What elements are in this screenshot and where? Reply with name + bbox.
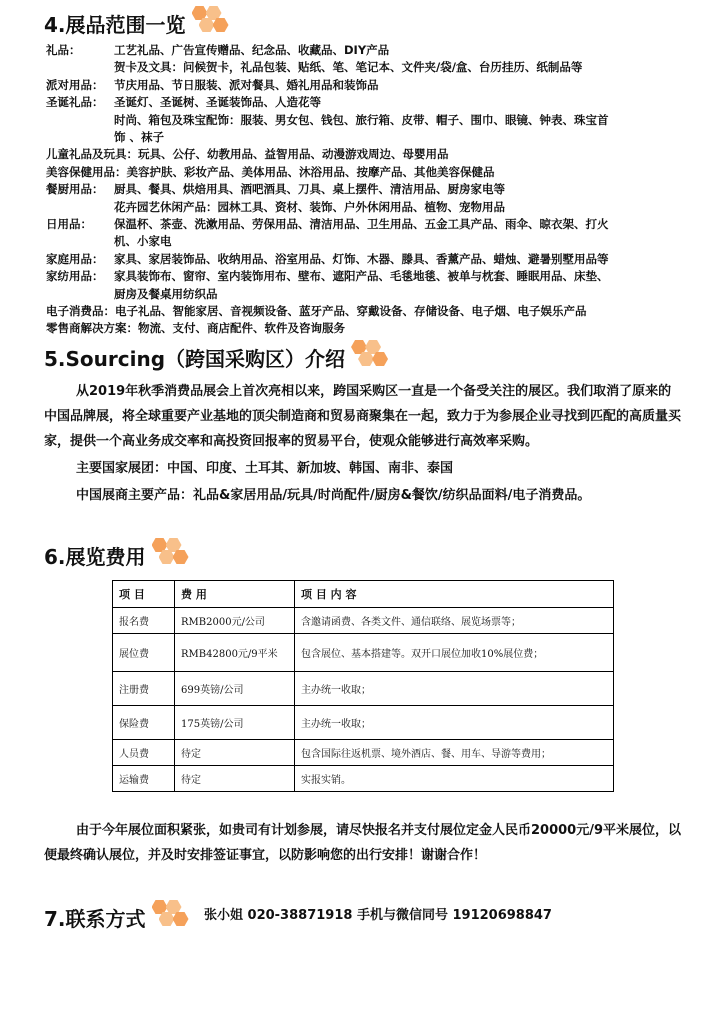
header-fee: 费 用 [175, 581, 295, 608]
category-items: 工艺礼品、广告宣传赠品、纪念品、收藏品、DIY产品 [114, 43, 390, 57]
list-item: 厨房及餐桌用纺织品 [114, 286, 218, 301]
category-label: 零售商解决方案： [46, 321, 138, 336]
table-row [113, 706, 614, 740]
category-items: 家具装饰布、窗帘、室内装饰用布、壁布、遮阳产品、毛毯地毯、被单与枕套、睡眠用品、床垫、 [114, 269, 609, 284]
table-row [113, 766, 614, 792]
category-label: 儿童礼品及玩具： [46, 147, 138, 162]
category-label: 圣诞礼品： [46, 95, 104, 110]
section6-title: 6.展览费用 [44, 544, 146, 569]
table-row [113, 740, 614, 766]
fee-amount-cell: RMB2000元/公司 [175, 608, 295, 634]
list-item [46, 303, 587, 319]
list-item [46, 42, 389, 58]
list-item [46, 268, 609, 284]
category-label: 日用品： [46, 217, 92, 231]
fee-item-cell: 报名费 [113, 608, 175, 634]
category-label: 美容保健用品： [46, 164, 127, 179]
fee-item-cell: 展位费 [113, 634, 175, 672]
fee-content-cell: 包含国际往返机票、境外酒店、餐、用车、导游等费用； [295, 740, 614, 766]
table-header-row [113, 581, 614, 608]
category-items: 节庆用品、节日服装、派对餐具、婚礼用品和装饰品 [114, 77, 379, 92]
category-items: 家具、家居装饰品、收纳用品、浴室用品、灯饰、木器、滕具、香薰产品、蜡烛、避暑别墅用品等 [114, 251, 609, 266]
hexagon-decoration-icon [351, 340, 395, 374]
fee-amount-cell: RMB42800元/9平米 [175, 634, 295, 672]
table-row [113, 608, 614, 634]
category-items: 保温杯、茶壶、洗漱用品、劳保用品、清洁用品、卫生用品、五金工具产品、雨伞、晾衣架、打火 [114, 217, 609, 231]
sourcing-paragraph: 从2019年秋季消费品展会上首次亮相以来，跨国采购区一直是一个备受关注的展区。我们取消了原来的中国品牌展，将全球重要产业基地的顶尖制造商和贸易商聚集在一起，致力于为参展企业寻找到匹配的高质量买家，提供一个高业务成交率和高投资回报率的贸易平台，使观众能够进行高效率采购。 [44, 384, 682, 449]
category-label: 家纺用品： [46, 269, 104, 284]
list-item [46, 216, 609, 232]
category-items: 圣诞灯、圣诞树、圣诞装饰品、人造花等 [114, 95, 321, 110]
section4-title: 4.展品范围一览 [44, 12, 186, 37]
fee-item-cell: 运输费 [113, 766, 175, 792]
list-item [46, 94, 321, 110]
category-label: 派对用品： [46, 77, 104, 92]
list-item: 时尚、箱包及珠宝配饰：服装、男女包、钱包、旅行箱、皮带、帽子、围巾、眼镜、钟表、珠宝首 [114, 112, 609, 127]
category-label: 礼品： [46, 43, 81, 57]
hexagon-decoration-icon [152, 900, 196, 934]
fee-content-cell: 含邀请函费、各类文件、通信联络、展览场票等； [295, 608, 614, 634]
list-item [46, 146, 449, 162]
china-products: 中国展商主要产品：礼品&家居用品/玩具/时尚配件/厨房&餐饮/纺织品面料/电子消费品。 [76, 488, 591, 503]
list-item [46, 251, 609, 267]
category-label: 餐厨用品： [46, 182, 104, 197]
fee-amount-cell: 175英镑/公司 [175, 706, 295, 740]
hexagon-decoration-icon [192, 6, 236, 40]
category-items: 电子礼品、智能家居、音视频设备、蓝牙产品、穿戴设备、存储设备、电子烟、电子娱乐产品 [115, 304, 587, 318]
section7-title: 7.联系方式 [44, 906, 146, 931]
section6-heading [44, 538, 196, 572]
section7-heading [44, 900, 196, 934]
fee-amount-cell: 待定 [175, 740, 295, 766]
list-item: 花卉园艺休闲产品：园林工具、资材、装饰、户外休闲用品、植物、宠物用品 [114, 199, 505, 214]
list-item [46, 320, 345, 336]
section5-heading [44, 340, 395, 374]
category-label: 家庭用品： [46, 251, 104, 266]
header-item: 项 目 [113, 581, 175, 608]
booking-note: 由于今年展位面积紧张，如贵司有计划参展，请尽快报名并支付展位定金人民币20000元/9平米展位，以便最终确认展位，并及时安排签证事宜，以防影响您的出行安排！谢谢合作！ [44, 823, 682, 863]
fee-content-cell: 主办统一收取； [295, 672, 614, 706]
list-item: 机、小家电 [114, 234, 172, 249]
header-content: 项 目 内 容 [295, 581, 614, 608]
fee-item-cell: 人员费 [113, 740, 175, 766]
fee-content-cell: 包含展位、基本搭建等。双开口展位加收10%展位费； [295, 634, 614, 672]
section4-heading [44, 6, 236, 40]
country-groups: 主要国家展团：中国、印度、土耳其、新加坡、韩国、南非、泰国 [76, 461, 454, 476]
fee-content-cell: 实报实销。 [295, 766, 614, 792]
fee-table [112, 580, 614, 792]
fee-amount-cell: 待定 [175, 766, 295, 792]
hexagon-decoration-icon [152, 538, 196, 572]
category-items: 物流、支付、商店配件、软件及咨询服务 [138, 321, 345, 336]
fee-content-cell: 主办统一收取； [295, 706, 614, 740]
contact-info: 张小姐 020-38871918 手机与微信同号 19120698847 [204, 908, 552, 923]
list-item: 饰 、袜子 [114, 130, 165, 144]
category-items: 美容护肤、彩妆产品、美体用品、沐浴用品、按摩产品、其他美容保健品 [126, 164, 495, 179]
fee-amount-cell: 699英镑/公司 [175, 672, 295, 706]
section5-title: 5.Sourcing（跨国采购区）介绍 [44, 346, 346, 371]
list-item [46, 77, 379, 93]
table-row [113, 634, 614, 672]
category-label: 电子消费品： [46, 304, 115, 318]
list-item [46, 164, 495, 180]
table-row [113, 672, 614, 706]
category-items: 玩具、公仔、幼教用品、益智用品、动漫游戏周边、母婴用品 [138, 147, 449, 162]
list-item: 贺卡及文具：问候贺卡，礼品包装、贴纸、笔、笔记本、文件夹/袋/盒、台历挂历、纸制品等 [114, 60, 583, 75]
list-item [46, 181, 505, 197]
fee-item-cell: 保险费 [113, 706, 175, 740]
category-items: 厨具、餐具、烘焙用具、酒吧酒具、刀具、桌上摆件、清洁用品、厨房家电等 [114, 182, 505, 197]
fee-item-cell: 注册费 [113, 672, 175, 706]
